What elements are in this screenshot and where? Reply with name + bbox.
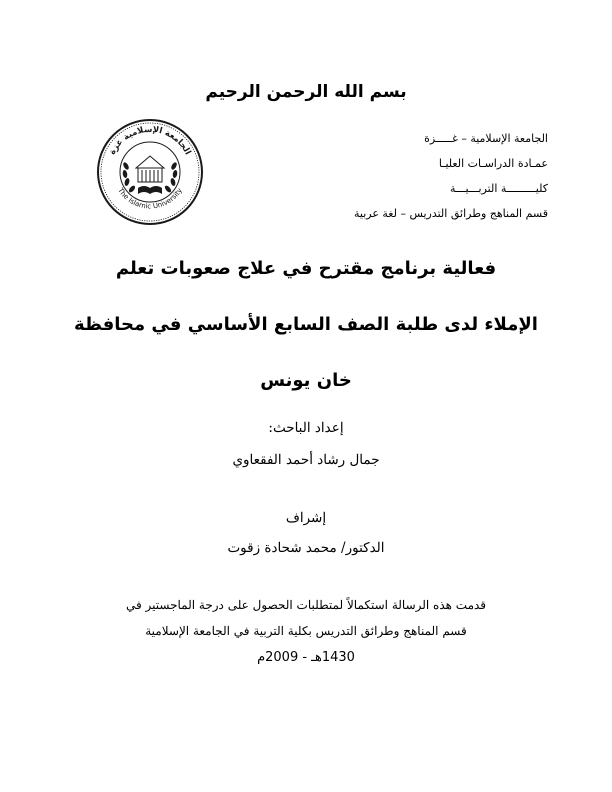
university-name: الجامعة الإسلامية – غـــــزة xyxy=(424,132,548,145)
seal-arabic-text: الجامعة الإسلامية غزة xyxy=(107,124,193,157)
department-name: قسم المناهج وطرائق التدريس – لغة عربية xyxy=(353,207,548,220)
submission-statement xyxy=(0,592,612,644)
affiliation-block xyxy=(328,126,548,226)
supervisor-name: الدكتور/ محمد شحادة زقوت xyxy=(227,540,385,556)
submission-date: 1430هـ - 2009م xyxy=(257,650,355,665)
thesis-title-line-2: الإملاء لدى طلبة الصف السابع الأساسي في محافظة xyxy=(74,314,538,335)
researcher-name: جمال رشاد أحمد الفقعاوي xyxy=(232,452,380,468)
thesis-title-line-3: خان يونس xyxy=(260,370,352,391)
thesis-title-line-1: فعالية برنامج مقترح في علاج صعوبات تعلم xyxy=(115,258,497,279)
statement-line-2: قسم المناهج وطرائق التدريس بكلية التربية في الجامعة الإسلامية xyxy=(145,624,467,638)
deanship-name: عمـادة الدراسـات العليـا xyxy=(438,157,548,170)
faculty-name: كليـــــــــة التربـــيـــة xyxy=(449,182,548,195)
seal-english-text: The Islamic University xyxy=(116,186,184,211)
researcher-label: إعداد الباحث: xyxy=(268,420,344,436)
statement-line-1: قدمت هذه الرسالة استكمالاً لمتطلبات الحصول على درجة الماجستير في xyxy=(125,598,487,612)
university-seal-icon xyxy=(96,118,204,226)
basmala: بسم الله الرحمن الرحيم xyxy=(205,82,407,102)
supervision-label: إشراف xyxy=(285,510,327,526)
